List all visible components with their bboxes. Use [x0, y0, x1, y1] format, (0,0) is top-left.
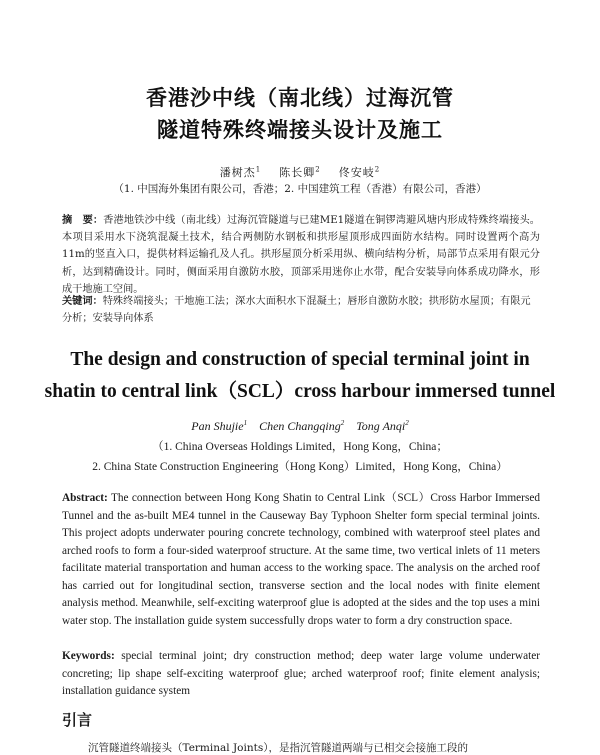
abstract-text: The connection between Hong Kong Shatin to Central Link（SCL）Cross Harbor Immersed Tunnel and the as-built ME4 tunnel in the Causeway Bay Typhoon Shelter form special terminal joints. This project adopts underwater pouring concrete technology, combined with waterproof steel plates and arched roofs to form a four-sided waterproof structure. At the same time, two vertical inlets of 11 meters facilitate material transportation and human access to the working space. The analysis on the arched roof has carried out for longitudinal section, transverse section and the local nodes with finite element analysis method. Meanwhile, self-exciting waterproof glue is adopted at the sides and the top uses a mini water stop. The installation guide system successfully drops water to form a dry construction space.: [62, 492, 541, 627]
english-keywords: [62, 648, 540, 701]
english-title-line-1: The design and construction of special terminal joint in: [70, 349, 530, 370]
keywords-text: special terminal joint; dry construction method; deep water large volume underwater concreting; lip shape self-exciting waterproof glue; arched waterproof roof; finite element analysis; installation guidance system: [62, 650, 540, 697]
author-name: Pan Shujie: [191, 419, 244, 433]
english-authors: Pan Shujie$^1$ Chen Changqing$^2$ Tong Anqi$^2$: [191, 419, 409, 433]
author-name: 潘树杰: [219, 166, 256, 179]
author-name: 佟安岐: [338, 166, 375, 179]
english-abstract: [62, 490, 540, 630]
keywords-label: 关键词：: [62, 296, 103, 307]
english-affiliation-line-1: （1. China Overseas Holdings Limited，Hong Kong，China；: [152, 441, 448, 453]
english-title-line-2: shatin to central link（SCL）cross harbour immersed tunnel: [44, 381, 556, 402]
section-heading-introduction: 引言: [62, 711, 93, 729]
author-name: Tong Anqi: [356, 419, 406, 433]
chinese-title-line-1: 香港沙中线（南北线）过海沉管: [146, 86, 454, 110]
abstract-label: Abstract:: [62, 492, 108, 504]
chinese-abstract: [62, 212, 540, 298]
abstract-text: 香港地铁沙中线（南北线）过海沉管隧道与已建ME1隧道在铜锣湾避风塘内形成特殊终端接头。本项目采用水下浇筑混凝土技术，结合两侧防水钢板和拱形屋顶形成四面防水结构。同时设置两个高为11m的竖直入口，提供材料运输孔及人孔。拱形屋顶分析采用纵、横向结构分析，局部节点采用有限元分析，达到精确设计。同时，侧面采用自激防水胶，顶部采用迷你止水带，配合安装导向体系成功降水，形成干地施工空间。: [62, 215, 540, 295]
keywords-text: 特殊终端接头；干地施工法；深水大面积水下混凝土；唇形自激防水胶；拱形防水屋顶；有限元分析；安装导向体系: [62, 296, 531, 325]
chinese-affiliation: （1. 中国海外集团有限公司，香港；2. 中国建筑工程（香港）有限公司，香港）: [113, 183, 487, 195]
chinese-title-line-2: 隧道特殊终端接头设计及施工: [157, 118, 443, 142]
abstract-label: 摘 要：: [62, 215, 104, 226]
english-affiliation-line-2: 2. China State Construction Engineering（Hong Kong）Limited，Hong Kong，China）: [92, 461, 508, 473]
author-name: Chen Changqing: [259, 419, 341, 433]
chinese-authors: 潘树杰$^1$ 陈长卿$^2$ 佟安岐$^2$: [219, 165, 381, 179]
chinese-keywords: [62, 293, 540, 327]
keywords-label: Keywords:: [62, 650, 115, 662]
author-name: 陈长卿: [279, 166, 316, 179]
introduction-first-line: 沉管隧道终端接头（Terminal Joints），是指沉管隧道两端与已相交会接施工段的: [88, 742, 468, 754]
